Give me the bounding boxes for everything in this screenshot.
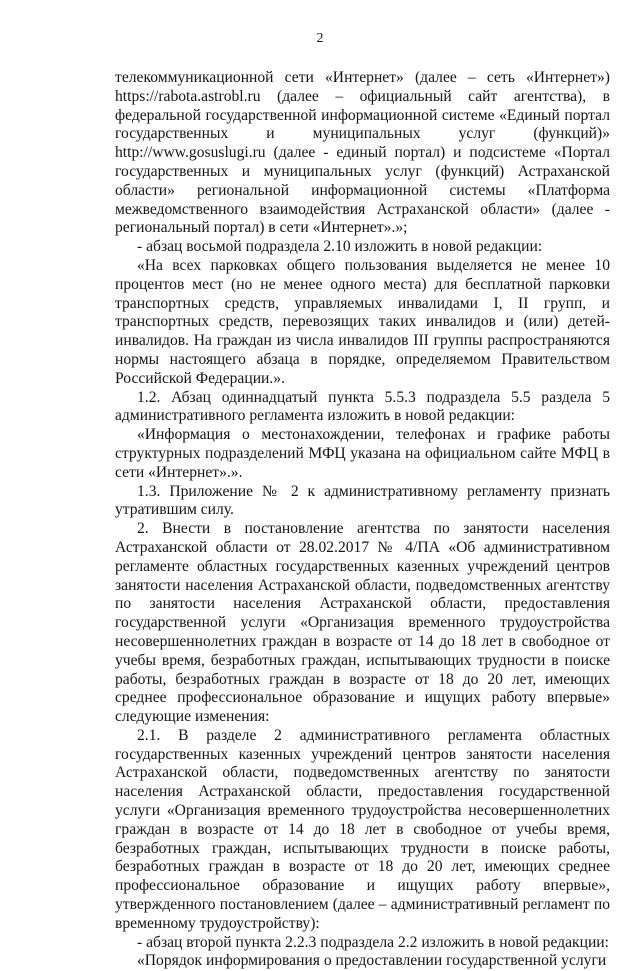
paragraph-internet-sites: телекоммуникационной сети «Интернет» (далее – сеть «Интернет») https://rabota.astrobl.ru (далее – официальный сайт агентства), в федеральной государственной информационной системе «Единый портал государственных и муниципальных услуг (функций)» http://www.gosuslugi.ru (далее - единый портал) и подсистеме «Портал государственных и муниципальных услуг (функций) Астраханской области» региональной информационной системы «Платформа межведомственного взаимодействия Астраханской области» (далее - региональный портал) в сети «Интернет».»; bbox=[115, 69, 610, 237]
paragraph-item-1-2: 1.2. Абзац одиннадцатый пункта 5.5.3 подраздела 5.5 раздела 5 административного регламента изложить в новой редакции: bbox=[115, 388, 610, 425]
paragraph-item-2-1: 2.1. В разделе 2 административного регламента областных государственных казенных учреждений центров занятости населения Астраханской области, подведомственных агентству по занятости населения Астраханской области, предоставления государственной услуги «Организация временного трудоустройства несовершеннолетних граждан в возрасте от 14 до 18 лет в свободное от учебы время, безработных граждан, испытывающих трудности в поиске работы, безработных граждан в возрасте от 18 до 20 лет, имеющих среднее профессиональное образование и ищущих работу впервые», утвержденного постановлением (далее – административный регламент по временному трудоустройству): bbox=[115, 726, 610, 932]
paragraph-item-1-3: 1.3. Приложение № 2 к административному регламенту признать утратившим силу. bbox=[115, 482, 610, 519]
document-body bbox=[115, 69, 610, 971]
paragraph-parking-quote: «На всех парковках общего пользования выделяется не менее 10 процентов мест (но не менее одного места) для бесплатной парковки транспортных средств, управляемых инвалидами I, II групп, и транспортных средств, перевозящих таких инвалидов и (или) детей-инвалидов. На граждан из числа инвалидов III группы распространяются нормы настоящего абзаца в порядке, определяемом Правительством Российской Федерации.». bbox=[115, 256, 610, 387]
paragraph-mfc-quote: «Информация о местонахождении, телефонах и графике работы структурных подразделений МФЦ указана на официальном сайте МФЦ в сети «Интернет».». bbox=[115, 426, 610, 481]
paragraph-amend-2-10: - абзац восьмой подраздела 2.10 изложить в новой редакции: bbox=[137, 238, 543, 256]
page-number: 2 bbox=[316, 31, 324, 46]
paragraph-amend-2-2-3: - абзац второй пункта 2.2.3 подраздела 2.2 изложить в новой редакции: bbox=[137, 933, 609, 951]
paragraph-item-2: 2. Внести в постановление агентства по занятости населения Астраханской области от 28.02.2017 № 4/ПА «Об административном регламенте областных государственных казенных учреждений центров занятости населения Астраханской области, подведомственных агентству по занятости населения Астраханской области, предоставления государственной услуги «Организация временного трудоустройства несовершеннолетних граждан в возрасте от 14 до 18 лет в свободное от учебы время, безработных граждан, испытывающих трудности в поиске работы, безработных граждан в возрасте от 18 до 20 лет, имеющих среднее профессиональное образование и ищущих работу впервые» следующие изменения: bbox=[115, 520, 610, 726]
paragraph-informing-quote: «Порядок информирования о предоставлении государственной услуги bbox=[137, 952, 607, 970]
